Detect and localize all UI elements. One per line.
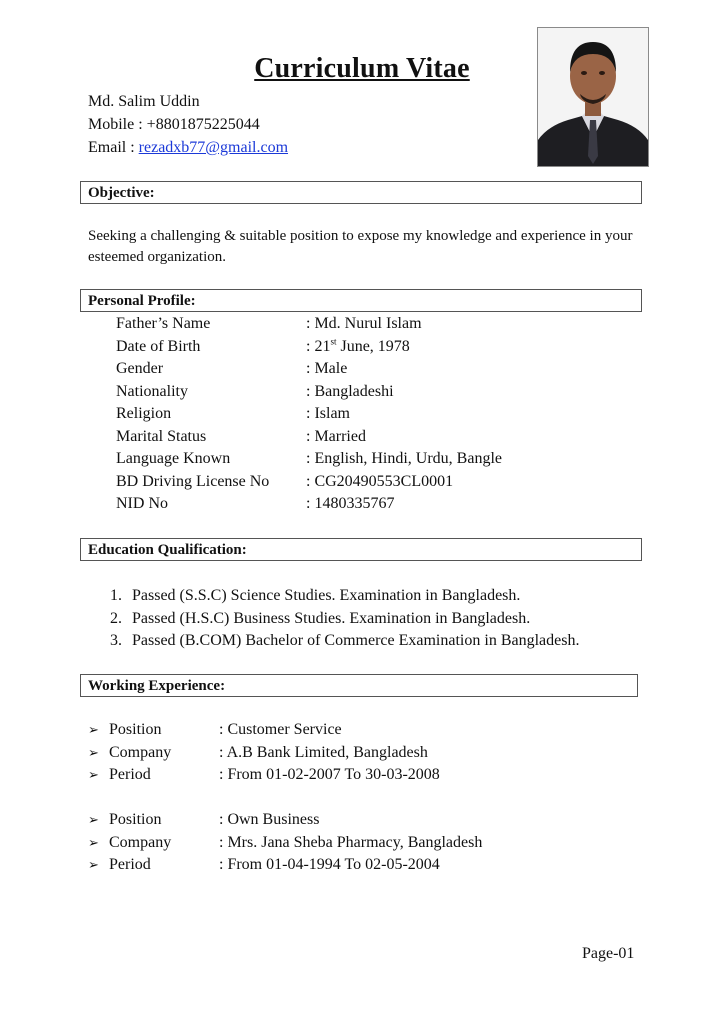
profile-value: : Md. Nurul Islam (306, 315, 422, 332)
profile-value: : Male (306, 360, 348, 377)
dob-rest: June, 1978 (336, 337, 410, 355)
profile-label: Date of Birth (116, 337, 201, 355)
experience-value: : Mrs. Jana Sheba Pharmacy, Bangladesh (219, 833, 483, 851)
personal-profile-heading: Personal Profile: (80, 289, 642, 312)
experience-label: Period (109, 766, 151, 783)
list-item (110, 608, 579, 631)
arrow-bullet-icon: ➢ (88, 834, 99, 850)
profile-label: Religion (116, 405, 172, 422)
experience-value: : A.B Bank Limited, Bangladesh (219, 743, 428, 761)
page-title: Curriculum Vitae (254, 53, 470, 84)
profile-row (116, 448, 502, 471)
profile-row (116, 426, 502, 449)
list-item (110, 585, 579, 608)
list-number: 1. (110, 587, 122, 604)
page-number: Page-01 (582, 945, 635, 962)
list-number: 3. (110, 632, 122, 649)
experience-row (88, 832, 482, 855)
profile-row (116, 403, 502, 426)
profile-row (116, 358, 502, 381)
candidate-name: Md. Salim Uddin (88, 93, 200, 110)
objective-text: Seeking a challenging & suitable position to expose my knowledge and experience in your esteemed organization. (88, 228, 633, 265)
profile-value: : 1480335767 (306, 495, 395, 512)
profile-value: : Married (306, 427, 366, 445)
experience-label: Period (109, 856, 151, 873)
profile-row (116, 313, 502, 336)
experience-row (88, 764, 440, 787)
profile-value: : CG20490553CL0001 (306, 472, 454, 490)
experience-row (88, 742, 440, 765)
profile-label: NID No (116, 495, 168, 512)
profile-label: Marital Status (116, 427, 207, 445)
list-item (110, 630, 579, 653)
profile-value (306, 336, 410, 359)
experience-entry (88, 809, 482, 877)
dob-day: : 21 (306, 337, 331, 355)
profile-label: Language Known (116, 450, 231, 467)
mobile-row (88, 113, 288, 136)
experience-row (88, 719, 440, 742)
arrow-bullet-icon: ➢ (88, 812, 99, 827)
profile-photo (537, 27, 649, 167)
profile-photo-image (538, 28, 648, 166)
profile-value: : Islam (306, 405, 350, 422)
list-number: 2. (110, 609, 122, 627)
profile-row (116, 471, 502, 494)
arrow-bullet-icon: ➢ (88, 744, 99, 760)
profile-label: BD Driving License No (116, 472, 270, 490)
experience-value: : From 01-02-2007 To 30-03-2008 (219, 766, 440, 783)
profile-row (116, 336, 502, 359)
list-text: Passed (S.S.C) Science Studies. Examination in Bangladesh. (132, 587, 521, 604)
personal-profile-table (116, 313, 502, 516)
profile-label: Father’s Name (116, 315, 211, 332)
mobile-number: +8801875225044 (146, 116, 260, 133)
profile-row (116, 493, 502, 516)
experience-label: Position (109, 721, 162, 738)
education-list (110, 585, 579, 653)
mobile-label: Mobile : (88, 116, 143, 133)
education-heading: Education Qualification: (80, 538, 642, 561)
profile-row (116, 381, 502, 404)
email-row (88, 136, 288, 159)
experience-label: Company (109, 743, 172, 761)
experience-label: Position (109, 811, 162, 828)
experience-value: : Own Business (219, 811, 320, 828)
experience-value: : From 01-04-1994 To 02-05-2004 (219, 856, 440, 873)
experience-value: : Customer Service (219, 721, 342, 738)
list-text: Passed (B.COM) Bachelor of Commerce Examination in Bangladesh. (132, 632, 580, 649)
dob-day-suffix: st (330, 336, 337, 347)
objective-heading: Objective: (80, 181, 642, 204)
experience-row (88, 809, 482, 832)
profile-label: Nationality (116, 382, 188, 400)
email-label: Email : (88, 139, 135, 156)
list-text: Passed (H.S.C) Business Studies. Examination in Bangladesh. (132, 609, 531, 627)
working-experience-heading: Working Experience: (80, 674, 638, 697)
arrow-bullet-icon: ➢ (88, 857, 99, 872)
experience-row (88, 854, 482, 877)
experience-label: Company (109, 833, 172, 851)
arrow-bullet-icon: ➢ (88, 767, 99, 782)
profile-label: Gender (116, 360, 164, 377)
contact-block (88, 90, 288, 159)
experience-entry (88, 719, 440, 787)
profile-value: : Bangladeshi (306, 382, 394, 400)
arrow-bullet-icon: ➢ (88, 722, 99, 737)
profile-value: : English, Hindi, Urdu, Bangle (306, 450, 502, 467)
email-link[interactable]: rezadxb77@gmail.com (138, 139, 289, 156)
